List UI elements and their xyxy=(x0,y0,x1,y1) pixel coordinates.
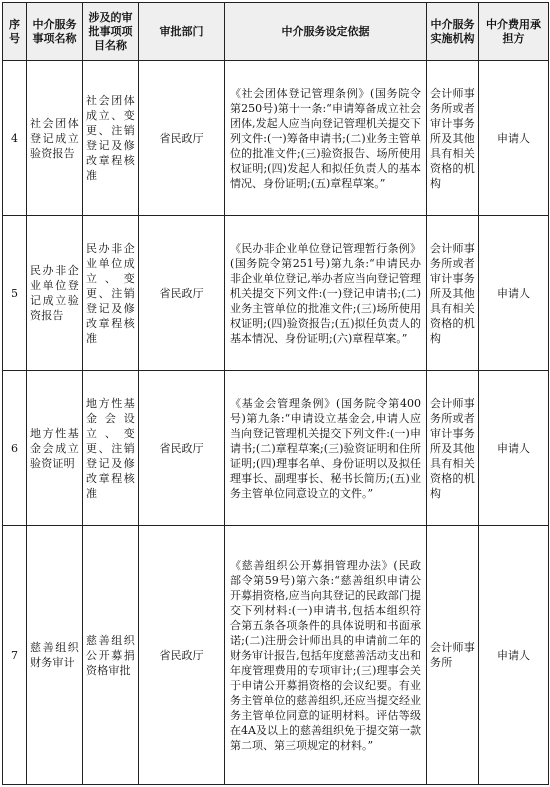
table-row xyxy=(3,61,549,216)
row-agency: 会计师事务所或者审计事务所及其他具有相关资格的机构 xyxy=(427,371,479,526)
row-approval-name: 民办非企业单位成立、变更、注销登记及修改章程核准 xyxy=(83,216,139,371)
row-fee-bearer: 申请人 xyxy=(479,216,549,371)
col-header-agency: 中介服务实施机构 xyxy=(427,3,479,61)
row-department: 省民政厅 xyxy=(139,61,225,216)
row-approval-name: 社会团体成立、变更、注销登记及修改章程核准 xyxy=(83,61,139,216)
col-header-service-name: 中介服务事项名称 xyxy=(27,3,83,61)
row-no: 6 xyxy=(3,371,27,526)
intermediary-services-table xyxy=(2,2,549,785)
row-agency: 会计师事务所或者审计事务所及其他具有相关资格的机构 xyxy=(427,216,479,371)
row-approval-name: 地方性基金会设立、变更、注销登记及修改章程核准 xyxy=(83,371,139,526)
col-header-basis: 中介服务设定依据 xyxy=(225,3,427,61)
table-row xyxy=(3,371,549,526)
col-header-approval-name: 涉及的审批事项项目名称 xyxy=(83,3,139,61)
col-header-no: 序号 xyxy=(3,3,27,61)
table-row xyxy=(3,216,549,371)
table-row xyxy=(3,526,549,785)
row-department: 省民政厅 xyxy=(139,216,225,371)
row-fee-bearer: 申请人 xyxy=(479,526,549,785)
row-agency: 会计师事务所 xyxy=(427,526,479,785)
row-basis: 《基金会管理条例》(国务院令第400号)第九条:“申请设立基金会,申请人应当向登记管理机关提交下列文件:(一)申请书;(二)章程草案;(三)验资证明和住所证明;(四)理事名单、身份证明以及拟任理事长、副理事长、秘书长简历;(五)业务主管单位同意设立的文件。” xyxy=(225,371,427,526)
row-no: 5 xyxy=(3,216,27,371)
col-header-department: 审批部门 xyxy=(139,3,225,61)
row-department: 省民政厅 xyxy=(139,526,225,785)
row-fee-bearer: 申请人 xyxy=(479,371,549,526)
row-agency: 会计师事务所或者审计事务所及其他具有相关资格的机构 xyxy=(427,61,479,216)
row-basis: 《社会团体登记管理条例》(国务院令第250号)第十一条:“申请筹备成立社会团体,发起人应当向登记管理机关提交下列文件:(一)筹备申请书;(二)业务主管单位的批准文件;(三)验资报告、场所使用权证明;(四)发起人和拟任负责人的基本情况、身份证明;(五)章程草案。” xyxy=(225,61,427,216)
row-department: 省民政厅 xyxy=(139,371,225,526)
header-row xyxy=(3,3,549,61)
row-approval-name: 慈善组织公开募捐资格审批 xyxy=(83,526,139,785)
row-service-name: 民办非企业单位登记成立验资报告 xyxy=(27,216,83,371)
row-no: 7 xyxy=(3,526,27,785)
row-service-name: 地方性基金会成立验资证明 xyxy=(27,371,83,526)
row-service-name: 社会团体登记成立验资报告 xyxy=(27,61,83,216)
row-fee-bearer: 申请人 xyxy=(479,61,549,216)
row-service-name: 慈善组织财务审计 xyxy=(27,526,83,785)
col-header-fee-bearer: 中介费用承担方 xyxy=(479,3,549,61)
row-basis: 《慈善组织公开募捐管理办法》(民政部令第59号)第六条:“慈善组织申请公开募捐资格,应当向其登记的民政部门提交下列材料:(一)申请书,包括本组织符合第五条各项条件的具体说明和书面承诺;(二)注册会计师出具的申请前二年的财务审计报告,包括年度慈善活动支出和年度管理费用的专项审计;(三)理事会关于申请公开募捐资格的会议纪要。有业务主管单位的慈善组织,还应当提交经业务主管单位同意的证明材料。评估等级在4A及以上的慈善组织免于提交第一款第二项、第三项规定的材料。” xyxy=(225,526,427,785)
row-no: 4 xyxy=(3,61,27,216)
row-basis: 《民办非企业单位登记管理暂行条例》(国务院令第251号)第九条:“申请民办非企业单位登记,举办者应当向登记管理机关提交下列文件:(一)登记申请书;(二)业务主管单位的批准文件;(三)场所使用权证明;(四)验资报告;(五)拟任负责人的基本情况、身份证明;(六)章程草案。” xyxy=(225,216,427,371)
